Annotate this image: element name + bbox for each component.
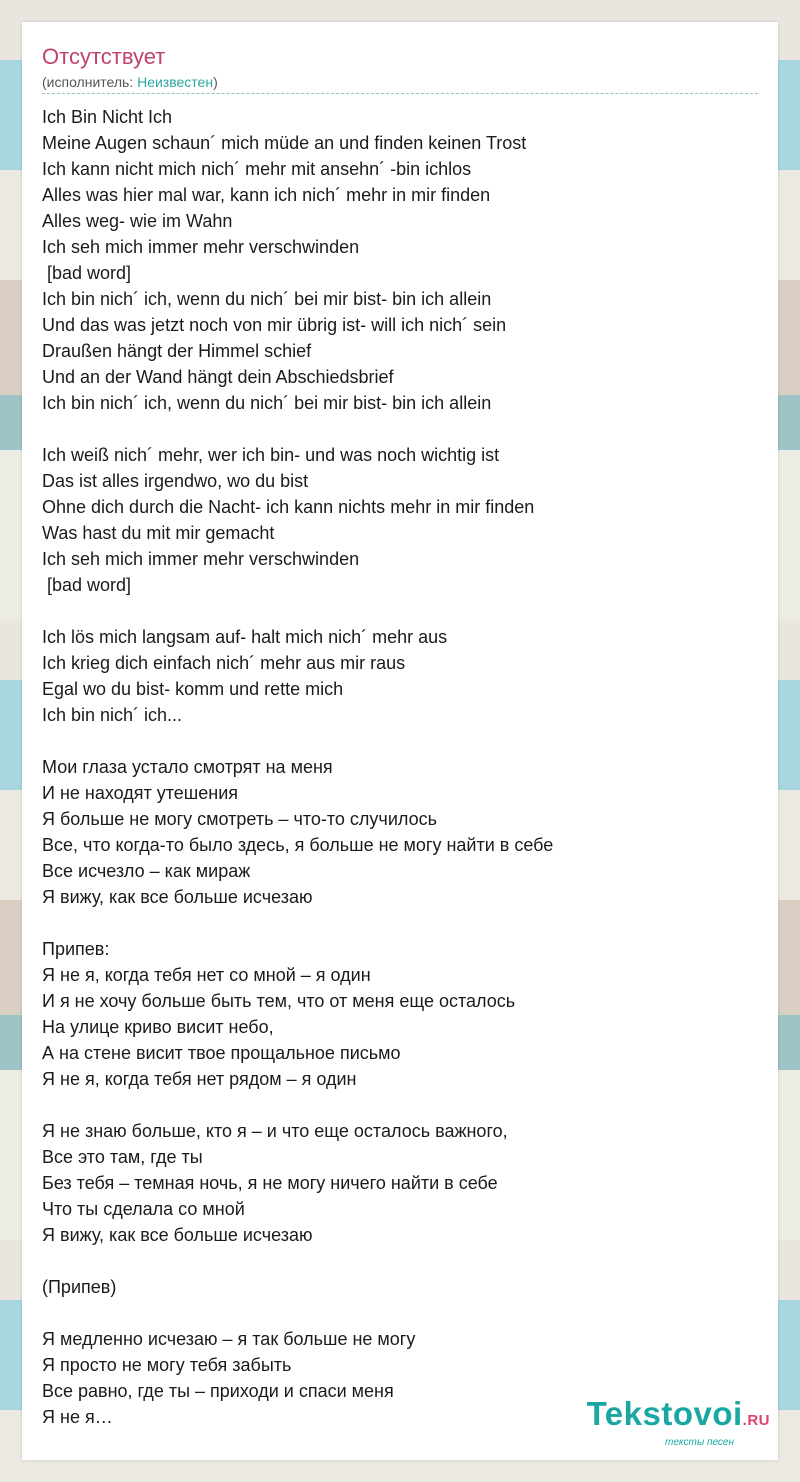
lyric-line: Я не я, когда тебя нет рядом – я один bbox=[42, 1069, 357, 1089]
logo-name: Tekstovoi bbox=[586, 1395, 743, 1432]
lyric-blank-line bbox=[42, 1248, 758, 1274]
lyric-line: Ich Bin Nicht Ich bbox=[42, 107, 173, 127]
lyric-line: На улице криво висит небо, bbox=[42, 1017, 274, 1037]
logo-tagline: тексты песен bbox=[665, 1437, 734, 1448]
artist-line bbox=[42, 73, 218, 91]
lyric-blank-line bbox=[42, 728, 758, 754]
artist-link[interactable]: Неизвестен bbox=[137, 74, 214, 90]
lyric-line: Das ist alles irgendwo, wo du bist bbox=[42, 471, 309, 491]
lyric-line: [bad word] bbox=[42, 575, 132, 595]
lyric-line: Мои глаза устало смотрят на меня bbox=[42, 757, 333, 777]
lyric-line: Alles weg- wie im Wahn bbox=[42, 211, 233, 231]
lyric-line: И я не хочу больше быть тем, что от меня еще осталось bbox=[42, 991, 516, 1011]
lyric-blank-line bbox=[42, 1300, 758, 1326]
lyric-line: Все исчезло – как мираж bbox=[42, 861, 251, 881]
lyric-line: Без тебя – темная ночь, я не могу ничего найти в себе bbox=[42, 1173, 498, 1193]
lyric-line: Все это там, где ты bbox=[42, 1147, 203, 1167]
lyric-blank-line bbox=[42, 1092, 758, 1118]
lyric-line: Und das was jetzt noch von mir übrig ist- will ich nich´ sein bbox=[42, 315, 507, 335]
lyric-line: Ich bin nich´ ich, wenn du nich´ bei mir bist- bin ich allein bbox=[42, 289, 492, 309]
lyric-line: Ich krieg dich einfach nich´ mehr aus mir raus bbox=[42, 653, 406, 673]
lyric-line: Ohne dich durch die Nacht- ich kann nichts mehr in mir finden bbox=[42, 497, 535, 517]
lyric-blank-line bbox=[42, 598, 758, 624]
site-logo[interactable] bbox=[587, 1397, 770, 1448]
lyric-line: Все, что когда-то было здесь, я больше не могу найти в себе bbox=[42, 835, 554, 855]
lyric-line: Я больше не могу смотреть – что-то случилось bbox=[42, 809, 437, 829]
lyric-line: Meine Augen schaun´ mich müde an und finden keinen Trost bbox=[42, 133, 527, 153]
artist-suffix: ) bbox=[213, 74, 218, 90]
lyric-line: А на стене висит твое прощальное письмо bbox=[42, 1043, 401, 1063]
lyric-line: [bad word] bbox=[42, 263, 132, 283]
lyric-line: Ich seh mich immer mehr verschwinden bbox=[42, 549, 360, 569]
lyric-line: Все равно, где ты – приходи и спаси меня bbox=[42, 1381, 394, 1401]
lyric-blank-line bbox=[42, 416, 758, 442]
logo-tld: .RU bbox=[742, 1412, 770, 1429]
lyric-line: Ich seh mich immer mehr verschwinden bbox=[42, 237, 360, 257]
lyric-line: Что ты сделала со мной bbox=[42, 1199, 245, 1219]
lyric-line: Я медленно исчезаю – я так больше не могу bbox=[42, 1329, 416, 1349]
header-divider bbox=[42, 93, 758, 94]
lyric-line: Я не знаю больше, кто я – и что еще осталось важного, bbox=[42, 1121, 508, 1141]
song-title: Отсутствует bbox=[42, 44, 166, 69]
lyric-line: Я не я, когда тебя нет со мной – я один bbox=[42, 965, 371, 985]
artist-prefix: (исполнитель: bbox=[42, 74, 138, 90]
lyric-line: Was hast du mit mir gemacht bbox=[42, 523, 275, 543]
lyric-line: Ich bin nich´ ich... bbox=[42, 705, 183, 725]
lyric-line: Ich weiß nich´ mehr, wer ich bin- und was noch wichtig ist bbox=[42, 445, 500, 465]
lyric-line: Припев: bbox=[42, 939, 110, 959]
lyric-line: Я вижу, как все больше исчезаю bbox=[42, 887, 313, 907]
lyric-line: Ich lös mich langsam auf- halt mich nich´ mehr aus bbox=[42, 627, 448, 647]
lyric-line: Egal wo du bist- komm und rette mich bbox=[42, 679, 344, 699]
lyric-line: Und an der Wand hängt dein Abschiedsbrief bbox=[42, 367, 394, 387]
lyric-line: Я не я… bbox=[42, 1407, 113, 1427]
lyrics-body bbox=[42, 104, 758, 1430]
lyric-line: И не находят утешения bbox=[42, 783, 238, 803]
lyric-line: Alles was hier mal war, kann ich nich´ mehr in mir finden bbox=[42, 185, 491, 205]
lyric-line: (Припев) bbox=[42, 1277, 117, 1297]
lyric-blank-line bbox=[42, 910, 758, 936]
lyric-line: Я вижу, как все больше исчезаю bbox=[42, 1225, 313, 1245]
lyric-line: Я просто не могу тебя забыть bbox=[42, 1355, 292, 1375]
lyric-line: Ich bin nich´ ich, wenn du nich´ bei mir bist- bin ich allein bbox=[42, 393, 492, 413]
lyrics-card bbox=[22, 22, 778, 1460]
lyric-line: Draußen hängt der Himmel schief bbox=[42, 341, 312, 361]
lyric-line: Ich kann nicht mich nich´ mehr mit ansehn´ -bin ichlos bbox=[42, 159, 472, 179]
